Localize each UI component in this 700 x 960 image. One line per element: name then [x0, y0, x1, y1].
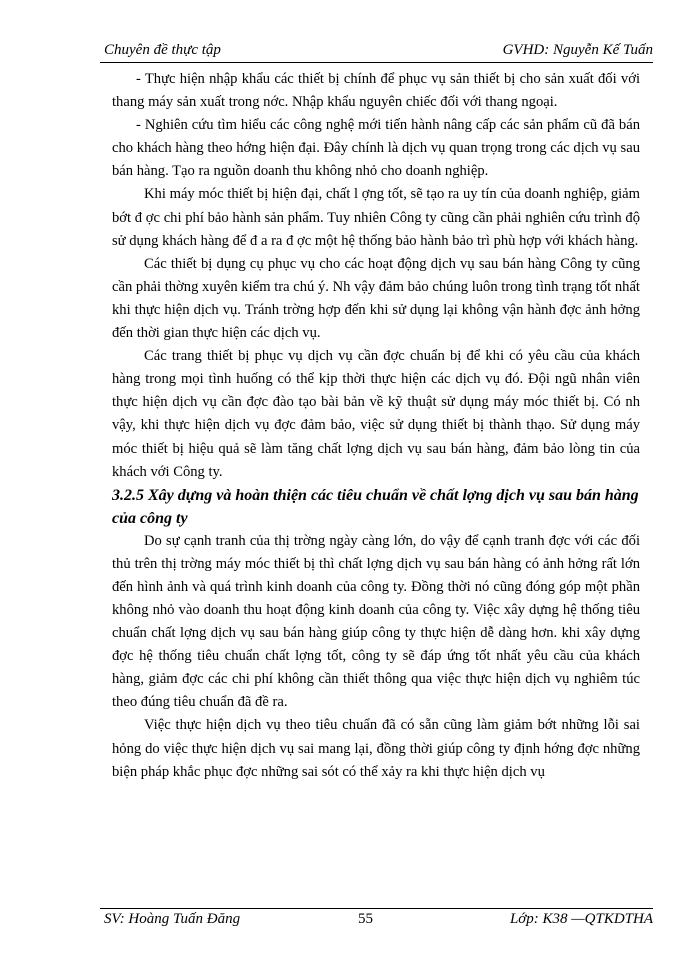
paragraph: - Nghiên cứu tìm hiểu các công nghệ mới tiến hành nâng cấp các sản phẩm cũ đã bán cho khách hàng theo hớng hiện đại. Đây chính là dịch vụ quan trọng trong các dịch vụ sau bán hàng. Tạo ra nguồn doanh thu không nhỏ cho doanh nghiệp.	[112, 117, 640, 180]
footer-class: Lớp: K38 —QTKDTHA	[509, 911, 653, 927]
footer-student: SV: Hoàng Tuấn Đăng	[104, 911, 241, 927]
paragraph: Do sự cạnh tranh của thị trờng ngày càng lớn, do vậy để cạnh tranh đợc với các đối thủ trên thị trờng máy móc thiết bị thì chất lợng dịch vụ sau bán hàng có ảnh hởng rất lớn đến hình ảnh và quá trình kinh doanh của công ty. Đồng thời nó cũng đóng góp một phần không nhỏ vào doanh thu hoạt động kinh doanh của công ty. Việc xây dựng hệ thống tiêu chuẩn chất lợng dịch vụ sau bán hàng giúp công ty thực hiện dễ dàng hơn. khi xây dựng đợc hệ thống tiêu chuẩn chất lợng tốt, công ty sẽ đáp ứng tốt nhất yêu cầu của khách hàng, giảm đợc các chi phí không cần thiết thông qua việc thực hiện dịch vụ nghiêm túc theo đúng tiêu chuẩn đã đề ra.	[112, 532, 640, 711]
section-heading: 3.2.5 Xây dựng và hoàn thiện các tiêu chuẩn về chất lợng dịch vụ sau bán hàng của công ty	[112, 486, 639, 527]
paragraph: Việc thực hiện dịch vụ theo tiêu chuẩn đã có sẵn cũng làm giảm bớt những lỗi sai hỏng do việc thực hiện dịch vụ sai mang lại, đồng thời giúp công ty định hớng đợc những biện pháp khắc phục đợc những sai sót có thể xảy ra khi thực hiện dịch vụ	[112, 717, 640, 780]
header-left-title: Chuyên đề thực tập	[104, 42, 221, 58]
header-right-advisor: GVHD: Nguyễn Kế Tuấn	[502, 42, 653, 58]
paragraph: Khi máy móc thiết bị hiện đại, chất l ợng tốt, sẽ tạo ra uy tín của doanh nghiệp, giảm bớt đ ợc chi phí bảo hành sản phẩm. Tuy nhiên Công ty cũng cần phải nghiên cứu trình độ sử dụng khách hàng để đ a ra đ ợc một hệ thống bảo hành bảo trì phù hợp với khách hàng.	[112, 186, 640, 249]
page-number: 55	[358, 911, 373, 927]
page-header	[100, 40, 653, 63]
paragraph: - Thực hiện nhập khẩu các thiết bị chính để phục vụ sản thiết bị cho sản xuất đối với thang máy sản xuất trong nớc. Nhập khẩu nguyên chiếc đối với thang ngoại.	[112, 71, 640, 111]
paragraph: Các thiết bị dụng cụ phục vụ cho các hoạt động dịch vụ sau bán hàng Công ty cũng cần phải thờng xuyên kiểm tra chú ý. Nh vậy đảm bảo chúng luôn trong tình trạng tốt nhất khi thực hiện dịch vụ. Tránh trờng hợp đến khi sử dụng lại không vận hành đợc ảnh hởng đến thời gian thực hiện các dịch vụ.	[112, 255, 640, 342]
document-body	[112, 68, 640, 784]
page-footer	[100, 908, 653, 929]
paragraph: Các trang thiết bị phục vụ dịch vụ cần đợc chuẩn bị để khi có yêu cầu của khách hàng trong mọi tình huống có thể kịp thời thực hiện các dịch vụ đó. Đội ngũ nhân viên thực hiện dịch vụ cần đợc đào tạo bài bản về kỹ thuật sử dụng máy móc thiết bị. Có nh vậy, khi thực hiện dịch vụ đợc đảm bảo, việc sử dụng thiết bị thành thạo. Sử dụng máy móc thiết bị hiệu quả sẽ làm tăng chất lợng dịch vụ sau bán hàng, đảm bảo lòng tin của khách với Công ty.	[112, 348, 640, 480]
